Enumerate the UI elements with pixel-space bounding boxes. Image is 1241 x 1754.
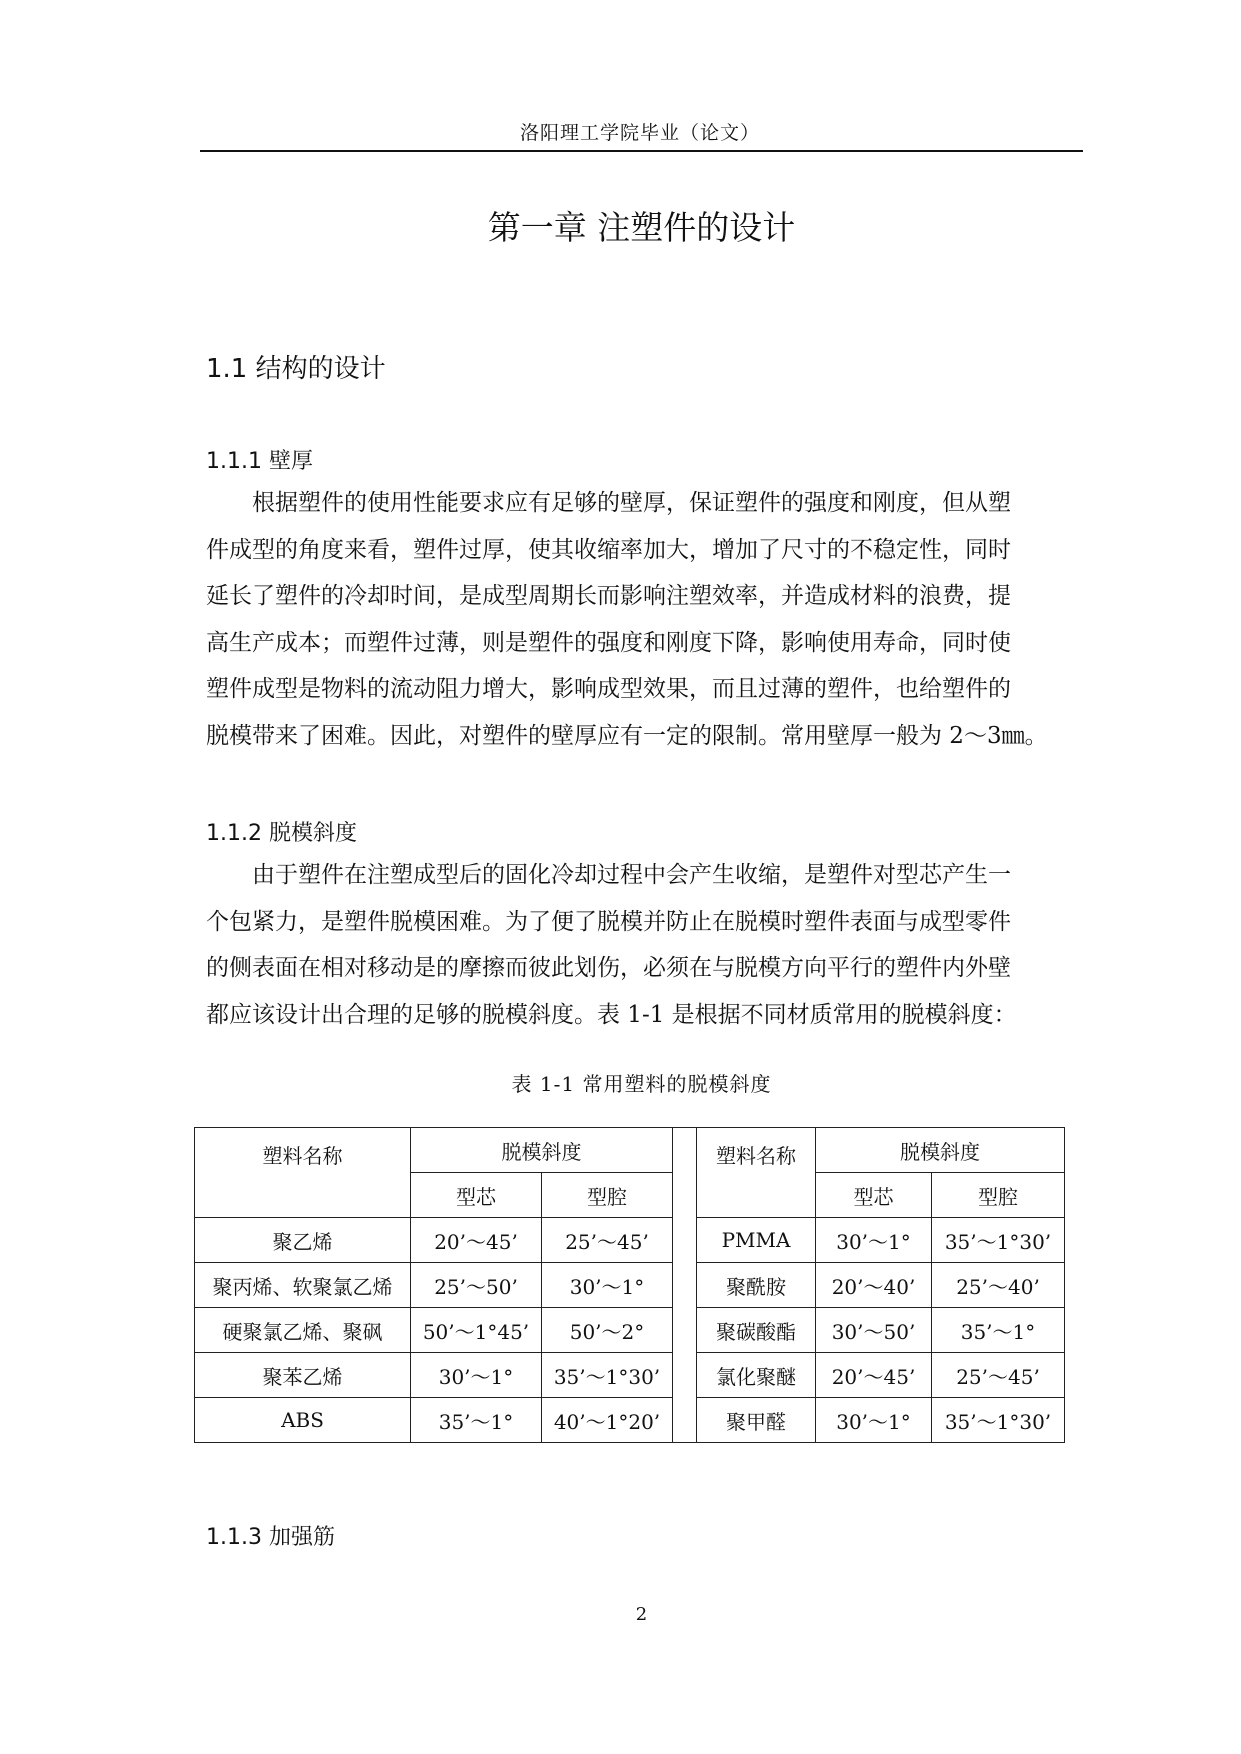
table-header-draft: 脱模斜度 [411,1128,673,1173]
table-row [195,1353,1065,1398]
table-cell: 聚苯乙烯 [195,1353,411,1398]
table-cell: ABS [195,1398,411,1443]
chapter-title: 第一章 注塑件的设计 [487,208,796,247]
paragraph-line: 延长了塑件的冷却时间，是成型周期长而影响注塑效率，并造成材料的浪费，提 [206,583,1011,609]
table-cell: 50’～1°45’ [411,1308,542,1353]
table-cell: 25’～45’ [932,1353,1065,1398]
page-number: 2 [635,1604,648,1625]
table-cell: 聚丙烯、软聚氯乙烯 [195,1263,411,1308]
section-heading-1-1-3: 1.1.3 加强筋 [206,1525,335,1550]
table-cell: 聚乙烯 [195,1218,411,1263]
table-cell: 氯化聚醚 [697,1353,816,1398]
table-cell: 35’～1° [932,1308,1065,1353]
table-cell: 30’～1° [816,1398,932,1443]
header-rule [200,150,1083,152]
table-header-row [195,1128,1065,1173]
table-header-draft: 脱模斜度 [816,1128,1065,1173]
section-heading-1-1: 1.1 结构的设计 [206,354,386,384]
table-cell: 25’～45’ [542,1218,673,1263]
table-cell: 聚甲醛 [697,1398,816,1443]
table-cell: 25’～50’ [411,1263,542,1308]
table-cell: 35’～1°30’ [542,1353,673,1398]
paragraph-line: 件成型的角度来看，塑件过厚，使其收缩率加大，增加了尺寸的不稳定性，同时 [206,536,1011,563]
paragraph-line: 个包紧力，是塑件脱模困难。为了便了脱模并防止在脱模时塑件表面与成型零件 [206,908,1011,935]
table-cell: 硬聚氯乙烯、聚砜 [195,1308,411,1353]
table-row [195,1398,1065,1443]
section-heading-1-1-2: 1.1.2 脱模斜度 [206,821,357,846]
header-title: 洛阳理工学院毕业（论文） [519,122,760,144]
table-header-core: 型芯 [816,1173,932,1218]
table-cell: 50’～2° [542,1308,673,1353]
paragraph-line: 高生产成本；而塑件过薄，则是塑件的强度和刚度下降，影响使用寿命，同时使 [206,629,1011,656]
section-heading-1-1-1: 1.1.1 壁厚 [206,449,313,474]
paragraph-wall-thickness [206,480,1086,759]
table-cell: 35’～1°30’ [932,1218,1065,1263]
table-cell: 30’～1° [542,1263,673,1308]
table-header-core: 型芯 [411,1173,542,1218]
table-row [195,1218,1065,1263]
table-cell: 20’～45’ [816,1353,932,1398]
draft-angle-table [194,1127,1065,1443]
table-row [195,1308,1065,1353]
paragraph-line: 都应该设计出合理的足够的脱模斜度。表 1-1 是根据不同材质常用的脱模斜度： [206,1001,1017,1028]
table-cell: 25’～40’ [932,1263,1065,1308]
table-header-plastic-name: 塑料名称 [195,1128,411,1218]
table-gap-column [673,1128,697,1443]
table-cell: 40’～1°20’ [542,1398,673,1443]
table-cell: 30’～1° [816,1218,932,1263]
table-cell: 聚碳酸酯 [697,1308,816,1353]
paragraph-line: 脱模带来了困难。因此，对塑件的壁厚应有一定的限制。常用壁厚一般为 2～3㎜。 [206,722,1048,749]
table-cell: 聚酰胺 [697,1263,816,1308]
table-cell: 35’～1° [411,1398,542,1443]
paragraph-line: 的侧表面在相对移动是的摩擦而彼此划伤，必须在与脱模方向平行的塑件内外壁 [206,955,1011,981]
table-row [195,1263,1065,1308]
table-cell: 35’～1°30’ [932,1398,1065,1443]
table-cell: 30’～50’ [816,1308,932,1353]
paragraph-line: 根据塑件的使用性能要求应有足够的壁厚，保证塑件的强度和刚度，但从塑 [206,490,1011,516]
table-cell: 30’～1° [411,1353,542,1398]
table-cell: 20’～45’ [411,1218,542,1263]
table-caption: 表 1-1 常用塑料的脱模斜度 [511,1072,772,1096]
table-header-cavity: 型腔 [932,1173,1065,1218]
paragraph-draft-angle [206,852,1086,1038]
table-header-cavity: 型腔 [542,1173,673,1218]
paragraph-line: 塑件成型是物料的流动阻力增大，影响成型效果，而且过薄的塑件，也给塑件的 [206,676,1011,702]
table-cell: PMMA [697,1218,816,1263]
table-header-plastic-name: 塑料名称 [697,1128,816,1218]
paragraph-line: 由于塑件在注塑成型后的固化冷却过程中会产生收缩，是塑件对型芯产生一 [206,862,1011,888]
table-cell: 20’～40’ [816,1263,932,1308]
